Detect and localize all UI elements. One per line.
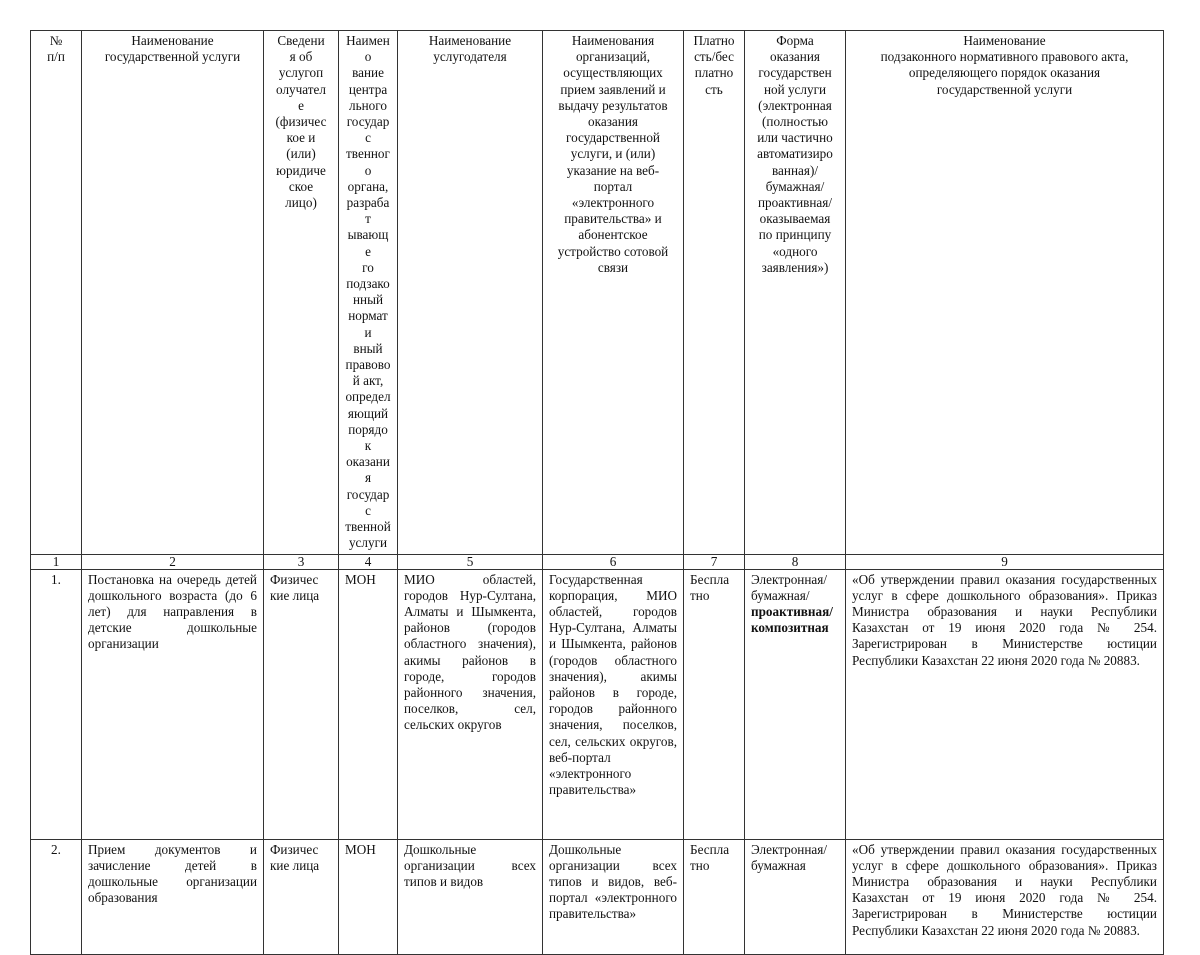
header-line: яющий [347, 405, 389, 421]
header-line: государс [346, 114, 390, 146]
header-line: оказания [588, 114, 638, 130]
header-line: Наименование [428, 33, 512, 48]
header-line: ванная)/ [772, 162, 818, 178]
header-line: юридиче [276, 162, 326, 178]
header-cell-organizations [543, 31, 684, 555]
header-line: олучател [276, 81, 326, 97]
row-number: 2. [31, 839, 82, 954]
header-line: связи [597, 259, 629, 275]
column-number-row [31, 554, 1164, 569]
header-line: оказания [770, 49, 820, 65]
column-number: 7 [684, 554, 745, 569]
header-line: (полностью [762, 114, 828, 130]
services-registry-table [30, 30, 1164, 955]
payment-cell: Беспла тно [684, 569, 745, 839]
header-line: органа, [347, 178, 389, 194]
column-number: 2 [82, 554, 264, 569]
header-line: государс [346, 486, 390, 518]
service-name-cell: Прием документов и зачисление детей в дошкольные организации образования [82, 839, 264, 954]
header-line: или частично [757, 130, 833, 146]
header-line: Сведени [277, 33, 325, 48]
header-line: оказываемая [759, 211, 831, 227]
header-line: абонентское [578, 227, 648, 243]
central-body-cell: МОН [339, 569, 398, 839]
header-cell-number [31, 31, 82, 555]
header-line: осуществляющих [563, 65, 663, 81]
header-line: услуги, и (или) [570, 146, 656, 162]
header-line: правово [345, 357, 391, 373]
header-line: Наименование [963, 33, 1046, 48]
header-line: нормати [348, 308, 388, 340]
legal-act-cell: «Об утверждении правил оказания государственных услуг в сфере дошкольного образования». Приказ Министра образования и науки Республики Казахстан от 19 июня 2020 года № 254. Зарегистрирован в Министерстве юстиции Республики Казахстан 22 июня 2020 года № 20883. [846, 839, 1164, 954]
service-name-cell: Постановка на очередь детей дошкольного возраста (до 6 лет) для направления в детские дошкольные организации [82, 569, 264, 839]
column-number: 4 [339, 554, 398, 569]
form-cell [745, 839, 846, 954]
header-line: портал [593, 178, 633, 194]
header-line: льного [349, 97, 387, 113]
column-number: 3 [264, 554, 339, 569]
header-line: государствен [758, 65, 832, 81]
header-line: я об [289, 49, 313, 65]
header-line: твенного [346, 146, 390, 178]
header-line: «одного [772, 243, 818, 259]
header-line: (физичес [275, 114, 327, 130]
header-line: «электронного [571, 195, 655, 211]
column-number: 5 [398, 554, 543, 569]
recipient-cell: Физичес кие лица [264, 839, 339, 954]
header-line: кое и [286, 130, 316, 146]
header-line: определ [345, 389, 391, 405]
header-line: заявления») [761, 259, 829, 275]
header-cell-form [745, 31, 846, 555]
header-cell-central-body [339, 31, 398, 555]
header-line: № [49, 33, 63, 48]
header-line: Наимено [346, 33, 390, 65]
central-body-cell: МОН [339, 839, 398, 954]
header-line: проактивная/ [757, 195, 833, 211]
header-line: разрабат [346, 195, 390, 227]
form-cell [745, 569, 846, 839]
header-cell-service-name [82, 31, 264, 555]
form-regular-text: Электронная/ бумажная [751, 841, 828, 873]
column-number: 8 [745, 554, 846, 569]
table-row [31, 569, 1164, 839]
provider-cell: Дошкольные организации всех типов и видов [398, 839, 543, 954]
header-line: нный [352, 292, 384, 308]
header-line: услугоп [278, 65, 324, 81]
header-line: платно [694, 65, 734, 81]
header-cell-provider [398, 31, 543, 555]
form-bold-text: проактивная/композитная [751, 603, 833, 636]
column-number: 9 [846, 554, 1164, 569]
header-line: устройство сотовой [557, 243, 669, 259]
header-line: оказания [346, 454, 390, 486]
organizations-cell: Дошкольные организации всех типов и видов, веб-портал «электронного правительства» [543, 839, 684, 954]
table-row [31, 839, 1164, 954]
header-line: по принципу [758, 227, 832, 243]
column-number: 1 [31, 554, 82, 569]
provider-cell: МИО областей, городов Нур-Султана, Алматы и Шымкента, районов (городов областного значения), акимы районов в городе, городов районного значения, поселков, сел, сельских округов [398, 569, 543, 839]
column-number: 6 [543, 554, 684, 569]
header-cell-legal-act [846, 31, 1164, 555]
header-line: государственной услуги [936, 81, 1073, 97]
header-line: порядок [348, 421, 388, 454]
header-line: вание [352, 65, 384, 81]
form-regular-text: Электронная/ бумажная/ [751, 571, 828, 603]
header-line: п/п [47, 49, 65, 65]
header-cell-payment [684, 31, 745, 555]
header-line: автоматизиро [757, 146, 833, 162]
header-line: е [298, 97, 304, 113]
header-line: бумажная/ [765, 178, 825, 194]
row-number: 1. [31, 569, 82, 839]
header-line: подзаконного нормативного правового акта, [880, 49, 1129, 65]
header-line: прием заявлений и [560, 81, 666, 97]
header-line: й акт, [352, 373, 384, 389]
header-line: сть/бес [694, 49, 734, 65]
header-line: ывающе [347, 227, 389, 259]
header-line: вный [353, 340, 383, 356]
header-line: организаций, [575, 49, 651, 65]
header-line: твенной [345, 519, 391, 535]
header-line: услугодателя [433, 49, 507, 65]
header-line: Наименование [131, 33, 214, 48]
header-line: определяющего порядок оказания [908, 65, 1101, 81]
header-line: центра [348, 81, 388, 97]
header-line: сть [705, 81, 723, 97]
recipient-cell: Физичес кие лица [264, 569, 339, 839]
header-line: (электронная [758, 97, 832, 113]
header-line: Наименования [571, 33, 655, 48]
header-line: государственной услуги [104, 49, 241, 65]
header-line: правительства» и [564, 211, 662, 227]
legal-act-cell: «Об утверждении правил оказания государственных услуг в сфере дошкольного образования». Приказ Министра образования и науки Республики Казахстан от 19 июня 2020 года № 254. Зарегистрирован в Министерстве юстиции Республики Казахстан 22 июня 2020 года № 20883. [846, 569, 1164, 839]
header-line: Платно [693, 33, 735, 48]
header-cell-recipient [264, 31, 339, 555]
payment-cell: Беспла тно [684, 839, 745, 954]
header-line: го [362, 259, 374, 275]
header-line: подзако [346, 276, 390, 292]
header-line: (или) [286, 146, 316, 162]
organizations-cell: Государственная корпорация, МИО областей, городов Нур-Султана, Алматы и Шымкента, районов (городов областного значения), акимы районов в городе, городов районного значения, поселков, сел, сельских округов, веб-портал «электронного правительства» [543, 569, 684, 839]
header-line: указание на веб- [566, 162, 660, 178]
header-line: Форма [776, 33, 814, 48]
header-line: ское [288, 178, 314, 194]
header-line: ной услуги [763, 81, 827, 97]
header-line: услуги [348, 535, 388, 551]
header-line: государственной [566, 130, 660, 146]
header-line: лицо) [285, 195, 317, 211]
table-header-row [31, 31, 1164, 555]
header-line: выдачу результатов [558, 97, 668, 113]
